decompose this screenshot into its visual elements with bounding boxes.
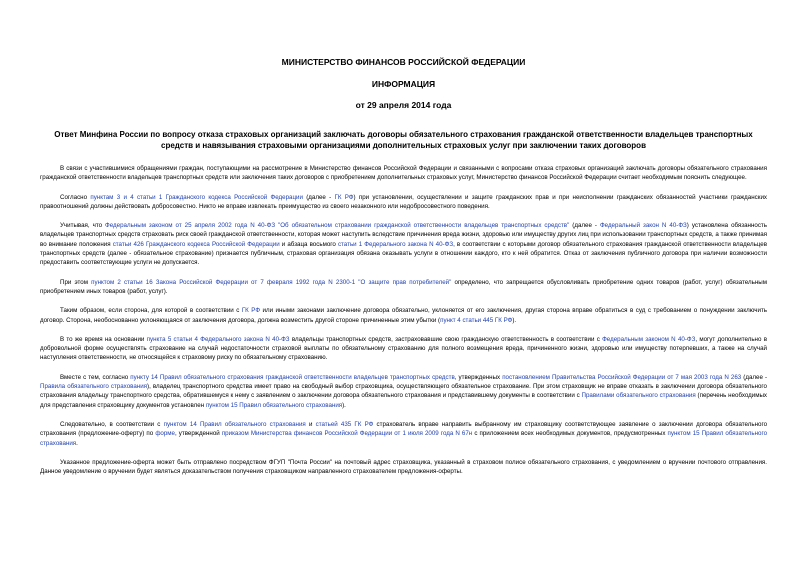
paragraph xyxy=(40,278,767,297)
paragraph xyxy=(40,306,767,325)
paragraph xyxy=(40,458,767,477)
paragraph-text: , утвержденных xyxy=(454,373,503,381)
legal-reference-link[interactable]: пункту 14 Правил обязательного страхования гражданской ответственности владельцев транспортных средств xyxy=(130,373,455,381)
document-body xyxy=(40,164,767,476)
paragraph-text: (далее - xyxy=(741,373,768,381)
paragraph xyxy=(40,420,767,448)
paragraph-text: и абзаца восьмого xyxy=(279,240,338,248)
paragraph-text: Следовательно, в соответствии с xyxy=(60,420,164,428)
paragraph xyxy=(40,335,767,363)
legal-reference-link[interactable]: Федеральным законом N 40-ФЗ xyxy=(602,335,696,343)
paragraph-text: и xyxy=(305,420,316,428)
legal-reference-link[interactable]: Федеральным законом от 25 апреля 2002 года N 40-ФЗ "Об обязательном страховании гражданской ответственности владельцев транспортных средств" xyxy=(105,222,570,230)
legal-reference-link[interactable]: Правила обязательного страхования xyxy=(40,383,148,391)
paragraph xyxy=(40,221,767,267)
paragraph-text: , могут дополнительно в добровольной форме осуществлять страхование на случай недостаточности страховой выплаты по обязательному страхованию для полного возмещения вреда, причиненного жизни, здоровью или имуществу потерпевших, а также на случай наступления ответственности, не относящейся к страховому риску по обязательному страхованию. xyxy=(40,335,767,362)
paragraph-text: ) при установлении, осуществлении и защите гражданских прав и при неисполнении гражданских обязанностей участники гражданских правоотношений должны действовать добросовестно. Никто не вправе извлекать преимущество из своего незаконного или недобросовестного поведения. xyxy=(40,193,767,210)
paragraph-text: , утвержденной xyxy=(174,430,222,438)
legal-reference-link[interactable]: пункт 4 статьи 445 ГК РФ xyxy=(440,316,513,324)
paragraph xyxy=(40,193,767,212)
paragraph-text: Согласно xyxy=(60,193,91,201)
legal-reference-link[interactable]: ГК РФ xyxy=(334,193,354,201)
paragraph xyxy=(40,164,767,183)
paragraph-text: (перечень необходимых для представления страховщику документов установлен xyxy=(40,392,768,409)
ministry-heading: МИНИСТЕРСТВО ФИНАНСОВ РОССИЙСКОЙ ФЕДЕРАЦИИ xyxy=(281,57,526,67)
paragraph-text: При этом xyxy=(60,278,92,286)
legal-reference-link[interactable]: статьей 435 ГК РФ xyxy=(315,420,374,428)
paragraph-text: Таким образом, если сторона, для которой в соответствии с xyxy=(60,307,242,315)
paragraph-text: В то же время на основании xyxy=(60,335,147,343)
legal-reference-link[interactable]: пункта 5 статьи 4 Федерального закона N 40-ФЗ xyxy=(146,335,290,343)
legal-reference-link[interactable]: ГК РФ xyxy=(241,307,261,315)
legal-reference-link[interactable]: статьи 1 Федерального закона N 40-ФЗ xyxy=(337,240,454,248)
paragraph-text: владельцы транспортных средств, застраховавшие свою гражданскую ответственность в соответствии с xyxy=(289,335,603,343)
legal-reference-link[interactable]: Федеральный закон N 40-ФЗ xyxy=(599,222,687,230)
paragraph-text: В связи с участившимися обращениями граждан, поступающими на рассмотрение в Министерство финансов Российской Федерации и связанными с вопросами отказа страховых организаций заключать договоры обязательного страхования гражданской ответственности владельцев транспортных средств или заключения таких договоров с приобретением дополнительных страховых услуг, Министерство финансов Российской Федерации считает необходимым пояснить следующее. xyxy=(40,165,767,182)
paragraph-text: (далее - xyxy=(302,193,335,201)
paragraph-text: Вместе с тем, согласно xyxy=(60,373,131,381)
legal-reference-link[interactable]: пунктом 2 статьи 16 Закона Российской Федерации от 7 февраля 1992 года N 2300-1 "О защите прав потребителей" xyxy=(91,278,452,286)
paragraph-text: (далее - xyxy=(569,222,600,230)
legal-reference-link[interactable]: Правилами обязательного страхования xyxy=(581,392,696,400)
legal-reference-link[interactable]: пунктом 15 Правил обязательного страхования xyxy=(205,401,343,409)
paragraph-text: определено, что запрещается обусловливать приобретение одних товаров (работ, услуг) обязательным приобретением иных товаров (работ, услуг). xyxy=(40,278,767,295)
legal-reference-link[interactable]: пунктам 3 и 4 статьи 1 Гражданского кодекса Российской Федерации xyxy=(90,193,303,201)
paragraph-text: ), владелец транспортного средства имеет право на свободный выбор страховщика, осуществляющего обязательное страхование. При этом страховщик не вправе отказать в заключении договора обязательного страхования владельцу транспортного средства, обратившемуся к нему с заявлением о заключении договора обязательного страхования и представившему документы в соответствии с xyxy=(40,383,767,400)
paragraph-text: Указанное предложение-оферта может быть отправлено посредством ФГУП "Почта России" на почтовый адрес страховщика, указанный в страховом полисе обязательного страхования, с уведомлением о вручении почтового отправления. Данное уведомление о вручении будет являться доказательством получения страховщиком направленного страхователем предложения-оферты. xyxy=(40,458,767,476)
legal-reference-link[interactable]: статьи 426 Гражданского кодекса Российской Федерации xyxy=(112,240,280,248)
paragraph-text: . xyxy=(76,439,78,447)
legal-reference-link[interactable]: постановлением Правительства Российской Федерации от 7 мая 2003 года N 263 xyxy=(502,373,742,381)
legal-reference-link[interactable]: форме xyxy=(155,430,175,438)
paragraph-text: ). xyxy=(512,316,517,324)
document-title: Ответ Минфина России по вопросу отказа страховых организаций заключать договоры обязательного страхования гражданской ответственности владельцев транспортных средств и навязывания страховыми организациями дополнительных страховых услуг при заключении таких договоров xyxy=(54,130,753,150)
paragraph-text: Учитывая, что xyxy=(60,222,106,230)
legal-reference-link[interactable]: приказом Министерства финансов Российской Федерации от 1 июля 2009 года N 67н xyxy=(221,430,473,438)
paragraph-text: страхователь вправе направить выбранному им страховщику соответствующее заявление о заключении договора обязательного страхования (предложение-оферту) по xyxy=(40,420,768,438)
paragraph-text: , в соответствии с которыми договор обязательного страхования гражданской ответственности владельцев транспортных средств (далее - обязательное страхование) признается публичным, страховая организация обязана оказывать услуги в отношении каждого, кто к ней обратится. Отказ от заключения публичного договора при наличии возможности предоставить соответствующие услуги не допускается. xyxy=(40,240,767,267)
paragraph-text: ). xyxy=(342,401,346,409)
paragraph xyxy=(40,373,767,410)
legal-reference-link[interactable]: пунктом 14 Правил обязательного страхования xyxy=(163,420,306,428)
paragraph-text: ) установлена обязанность владельцев транспортных средств страховать риск своей гражданской ответственности, которая может наступить вследствие причинения вреда жизни, здоровью или имуществу других лиц при использовании транспортных средств, а также принимая во внимание положения xyxy=(40,222,767,248)
legal-reference-link[interactable]: пунктом 15 Правил обязательного страхования xyxy=(40,430,768,447)
document-type-heading: ИНФОРМАЦИЯ xyxy=(371,79,436,89)
document-date: от 29 апреля 2014 года xyxy=(355,100,452,110)
paragraph-text: или иными законами заключение договора обязательно, уклоняется от его заключения, другая сторона вправе обратиться в суд с требованием о понуждении заключить договор. Сторона, необоснованно уклоняющаяся от заключения договора, должна возместить другой стороне причиненные этим убытки ( xyxy=(40,307,767,324)
paragraph-text: с приложением всех необходимых документов, предусмотренных xyxy=(472,430,668,438)
